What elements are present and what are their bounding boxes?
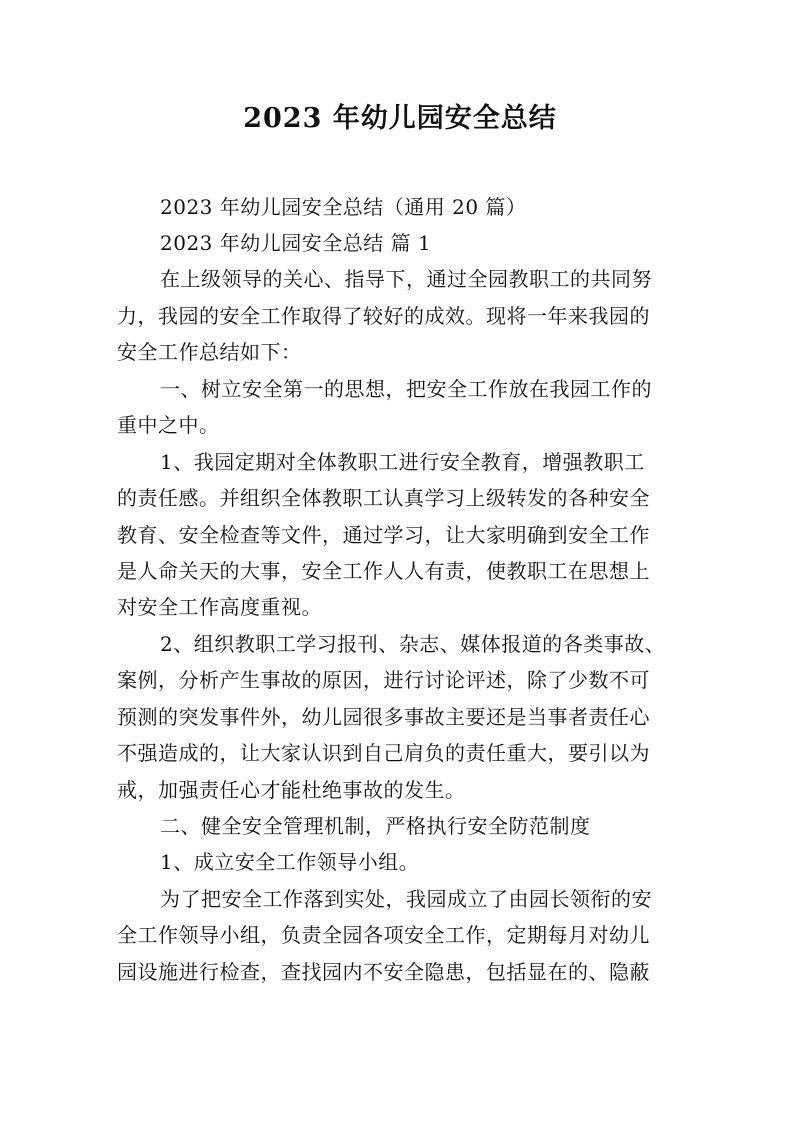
paragraph-line: 一、树立安全第一的思想，把安全工作放在我园工作的 [160,377,652,401]
paragraph-line: 不强造成的，让大家认识到自己肩负的责任重大，要引以为 [117,741,650,765]
paragraph-line: 在上级领导的关心、指导下，通过全园教职工的共同努 [160,267,652,291]
paragraph-line: 是人命关天的大事，安全工作人人有责，使教职工在思想上 [117,559,650,583]
paragraph-line: 1、成立安全工作领导小组。 [160,850,420,874]
paragraph-line: 二、健全安全管理机制，严格执行安全防范制度 [160,814,591,838]
section-heading-line: 2023 年幼儿园安全总结 篇 1 [160,231,432,255]
paragraph-line: 园设施进行检查，查找园内不安全隐患，包括显在的、隐蔽 [117,960,650,984]
paragraph-line: 戒，加强责任心才能杜绝事故的发生。 [117,778,466,802]
paragraph-line: 教育、安全检查等文件，通过学习，让大家明确到安全工作 [117,523,650,547]
paragraph-line: 力，我园的安全工作取得了较好的成效。现将一年来我园的 [117,304,650,328]
subtitle-line: 2023 年幼儿园安全总结（通用 20 篇） [160,195,527,219]
paragraph-line: 1、我园定期对全体教职工进行安全教育，增强教职工 [160,450,645,474]
paragraph-line: 的责任感。并组织全体教职工认真学习上级转发的各种安全 [117,486,650,510]
paragraph-line: 安全工作总结如下： [117,340,302,364]
paragraph-line: 全工作领导小组，负责全园各项安全工作，定期每月对幼儿 [117,923,650,947]
paragraph-line: 预测的突发事件外，幼儿园很多事故主要还是当事者责任心 [117,705,650,729]
paragraph-line: 重中之中。 [117,413,220,437]
paragraph-line: 对安全工作高度重视。 [117,595,322,619]
paragraph-line: 为了把安全工作落到实处，我园成立了由园长领衔的安 [160,887,652,911]
paragraph-line: 2、组织教职工学习报刊、杂志、媒体报道的各类事故、 [160,632,666,656]
document-title: 2023 年幼儿园安全总结 [243,103,557,134]
paragraph-line: 案例，分析产生事故的原因，进行讨论评述，除了少数不可 [117,668,650,692]
